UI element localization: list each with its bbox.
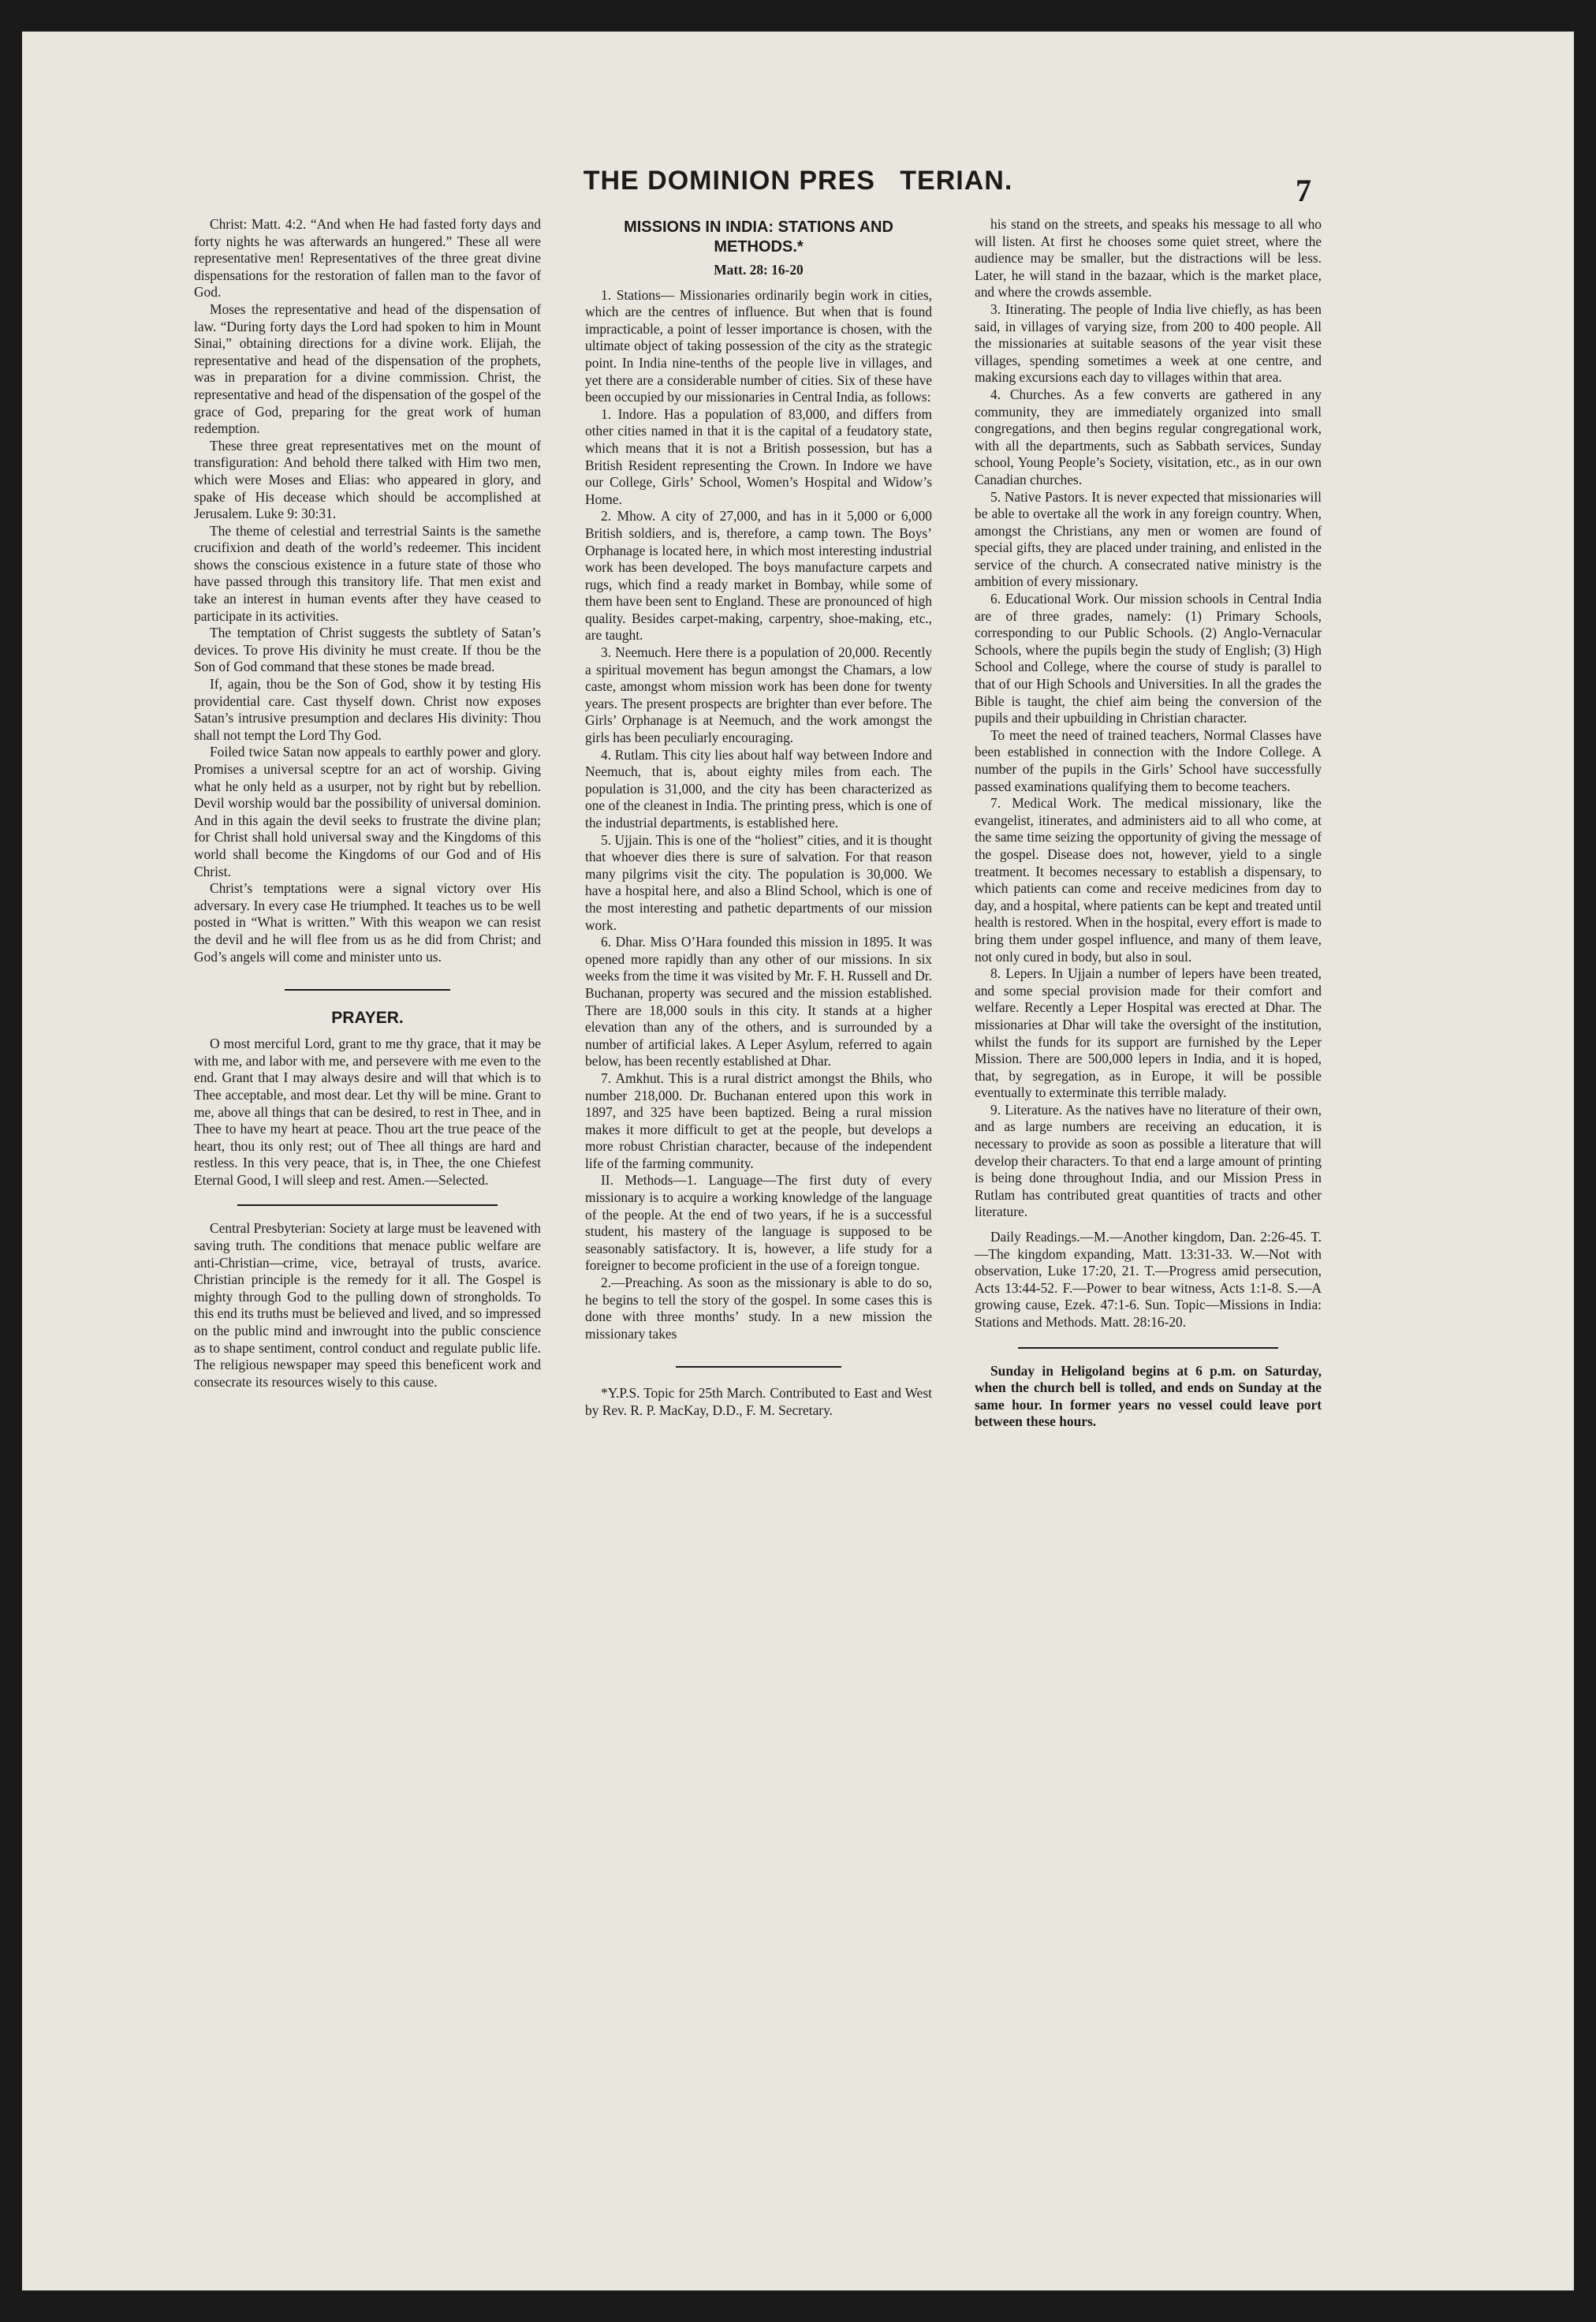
section-divider [237,1204,498,1206]
article-paragraph: 5. Native Pastors. It is never expected that missionaries will be able to overtake all the work in any foreign country. When, amongst the Christians, any men or women are found of special gifts, they are placed under training, and enlisted in the service of the church. A consecrated native ministry is the ambition of every missionary. [975,488,1322,590]
article-paragraph: 6. Educational Work. Our mission schools in Central India are of three grades, namely: (1) Primary Schools, corresponding to our Public Schools. (2) Anglo-Vernacular Schools, where the pupils begin the study of English; (3) High School and College, where the course of study is parallel to that of our High Schools and Universities. In all the grades the Bible is taught, the chief aim being the conversion of the pupils and their upbuilding in Christian character. [975,591,1322,726]
article-paragraph: II. Methods—1. Language—The first duty of every missionary is to acquire a working knowledge of the language of the people. At the end of two years, if he is a successful student, his mastery of the language is supposed to be seasonably satisfactory. It is, however, a life study for a foreigner to become proficient in the use of a foreign tongue. [585,1172,932,1274]
article-paragraph: These three great representatives met on the mount of transfiguration: And behold there talked with Him two men, which were Moses and Elias: who appeared in glory, and spake of His decease which should be accomplished at Jerusalem. Luke 9: 30:31. [194,437,541,522]
article-paragraph: 4. Rutlam. This city lies about half way between Indore and Neemuch, that is, about eighty miles from each. The population is 31,000, and the city has been characterized as one of the cleanest in India. The printing press, which is one of the industrial departments, is established here. [585,746,932,831]
article-paragraph: Moses the representative and head of the dispensation of law. “During forty days the Lord had spoken to him in Mount Sinai,” obtaining directions for a divine work. Elijah, the representative and head of the dispensation of the prophets, was in preparation for a divine commission. Christ, the representative and head of the dispensation of the gospel of the grace of God, preparing for the great work of human redemption. [194,301,541,437]
article-paragraph: Foiled twice Satan now appeals to earthly power and glory. Promises a universal sceptre for an act of worship. Giving what he only held as a usurper, not by right but by rebellion. Devil worship would bar the possibility of universal dominion. And in this again the devil seeks to frustrate the divine plan; for Christ shall hold universal sway and the Kingdoms of this world shall become the Kingdoms of our God and of His Christ. [194,744,541,879]
central-presbyterian-text: Central Presbyterian: Society at large must be leavened with saving truth. The conditions that menace public welfare are anti-Christian—crime, vice, betrayal of trusts, avarice. Christian principle is the remedy for it all. The Gospel is mighty through God to the pulling down of strongholds. To this end its truths must be believed and lived, and so impressed on the public mind and inwrought into the public conscience as to shape sentiment, control conduct and regulate public life. The religious newspaper may speed this beneficent work and consecrate its resources wisely to this cause. [194,1220,541,1390]
article-paragraph: The temptation of Christ suggests the subtlety of Satan’s devices. To prove His divinity he must create. If thou be the Son of God command that these stones be made bread. [194,625,541,675]
heligoland-note: Sunday in Heligoland begins at 6 p.m. on Saturday, when the church bell is tolled, and ends on Sunday at the same hour. In former years no vessel could leave port between these hours. [975,1362,1322,1430]
article-paragraph: Christ: Matt. 4:2. “And when He had fasted forty days and forty nights he was afterwards an hungered.” These all were representative men! Representatives of the three great divine dispensations for the restoration of fallen man to the favor of God. [194,216,541,301]
article-title: MISSIONS IN INDIA: STATIONS AND METHODS.* [624,218,893,256]
page-number: 7 [1296,173,1311,208]
article-paragraph: 7. Amkhut. This is a rural district amongst the Bhils, who number 218,000. Dr. Buchanan entered upon this work in 1897, and 325 have been baptized. Being a rural mission makes it more difficult to get at the people, but develops a more robust Christian character, because of the independent life of the farming community. [585,1070,932,1171]
article-paragraph: 2. Mhow. A city of 27,000, and has in it 5,000 or 6,000 British soldiers, and is, therefore, a camp town. The Boys’ Orphanage is located here, in which most interesting industrial work has been developed. The boys manufacture carpets and rugs, which find a ready market in Bombay, while some of them have been sent to England. These are pronounced of high quality. Besides carpet-making, carpentry, shoe-making, etc., are taught. [585,508,932,644]
article-footnote: *Y.P.S. Topic for 25th March. Contributed to East and West by Rev. R. P. MacKay, D.D., F. M. Secretary. [585,1385,932,1418]
newspaper-page [22,32,1574,2290]
section-divider [1018,1347,1278,1349]
column-middle [585,216,932,1420]
article-paragraph: 9. Literature. As the natives have no literature of their own, and as large numbers are receiving an education, it is necessary to provide as soon as possible a literature that will develop their characters. To that end a large amount of printing is being done throughout India, and our Mission Press in Rutlam has contributed great quantities of tracts and other literature. [975,1101,1322,1220]
masthead-title: THE DOMINION PRES TERIAN. [583,166,1013,196]
article-paragraph: To meet the need of trained teachers, Normal Classes have been established in connection with the Indore College. A number of the pupils in the Girls’ School have successfully passed examinations qualifying them to become teachers. [975,726,1322,794]
daily-readings: Daily Readings.—M.—Another kingdom, Dan. 2:26-45. T.—The kingdom expanding, Matt. 13:31-33. W.—Not with observation, Luke 17:20, 21. T.—Progress amid persecution, Acts 13:44-52. F.—Power to bear witness, Acts 1:1-8. S.—A growing cause, Ezek. 47:1-6. Sun. Topic—Missions in India: Stations and Methods. Matt. 28:16-20. [975,1229,1322,1330]
article-paragraph: If, again, thou be the Son of God, show it by testing His providential care. Cast thyself down. Christ now exposes Satan’s intrusive presumption and declares His divinity: Thou shall not tempt the Lord Thy God. [194,676,541,743]
article-paragraph: 4. Churches. As a few converts are gathered in any community, they are immediately organized into small congregations, and then begins regular congregational work, with all the departments, such as Sabbath services, Sunday school, Young People’s Society, visitation, etc., as in our own Canadian churches. [975,386,1322,487]
article-paragraph: Christ’s temptations were a signal victory over His adversary. In every case He triumphed. It teaches us to be well posted in “What is written.” With this weapon we can resist the devil and he will flee from us as he did from Christ; and God’s angels will come and minister unto us. [194,880,541,965]
article-paragraph: The theme of celestial and terrestrial Saints is the samethe crucifixion and death of the world’s redeemer. This incident shows the conscious existence in a future state of those who have passed through this transitory life. That men exist and take an interest in human events after they have ceased to participate in its activities. [194,522,541,624]
section-divider [285,989,450,991]
prayer-text: O most merciful Lord, grant to me thy grace, that it may be with me, and labor with me, and persevere with me even to the end. Grant that I may always desire and will that which is to Thee acceptable, and most dear. Let thy will be mine. Grant to me, above all things that can be desired, to rest in Thee, and in Thee to have my heart at peace. Thou art the true peace of the heart, thou its only rest; out of Thee all things are hard and restless. In this very peace, that is, in Thee, the one Chiefest Eternal Good, I will sleep and rest. Amen.—Selected. [194,1036,541,1188]
article-paragraph: 2.—Preaching. As soon as the missionary is able to do so, he begins to tell the story of the gospel. In some cases this is done with three months’ study. In a new mission the missionary takes [585,1275,932,1342]
section-divider [676,1366,841,1368]
article-paragraph: 1. Stations— Missionaries ordinarily begin work in cities, which are the centres of influence. But when that is found impracticable, a point of lesser importance is chosen, with the ultimate object of taking possession of the city as the strategic point. In India nine-tenths of the people live in villages, and yet there are a considerable number of cities. Six of these have been occupied by our missionaries in Central India, as follows: [585,286,932,405]
article-paragraph: his stand on the streets, and speaks his message to all who will listen. At first he chooses some quiet street, where the audience may be smaller, but the distractions will be less. Later, he will stand in the bazaar, which is the market place, and where the crowds assemble. [975,216,1322,301]
column-left [194,216,541,1391]
article-paragraph: 8. Lepers. In Ujjain a number of lepers have been treated, and some special provision made for their comfort and welfare. Recently a Leper Hospital was erected at Dhar. The missionaries at Dhar will take the oversight of the institution, whilst the funds for its support are furnished by the Leper Mission. There are 500,000 lepers in India, and it is hoped, that, by segregation, as in Europe, it will be possible eventually to exterminate this terrible malady. [975,965,1322,1101]
article-paragraph: 1. Indore. Has a population of 83,000, and differs from other cities named in that it is the capital of a feudatory state, which means that it is not a British possession, but has a British Resident representing the Crown. In Indore we have our College, Girls’ School, Women’s Hospital and Widow’s Home. [585,405,932,507]
column-right [975,216,1322,1431]
article-paragraph: 5. Ujjain. This is one of the “holiest” cities, and it is thought that whoever dies there is sure of salvation. For that reason many pilgrims visit the city. The population is 30,000. We have a hospital here, and also a Blind School, which is one of the most interesting and pathetic departments of our mission work. [585,831,932,933]
prayer-heading: PRAYER. [331,1009,404,1028]
article-paragraph: 3. Neemuch. Here there is a population of 20,000. Recently a spiritual movement has begun amongst the Chamars, a low caste, amongst whom mission work has been done for twenty years. The present prospects are brighter than ever before. The Girls’ Orphanage is at Neemuch, and the work amongst the girls has been peculiarly encouraging. [585,644,932,746]
scripture-reference: Matt. 28: 16-20 [714,262,804,278]
article-paragraph: 3. Itinerating. The people of India live chiefly, as has been said, in villages of varying size, from 200 to 400 people. All the missionaries at suitable seasons of the year visit these villages, spending sometimes a week at one centre, and making excursions each day to villages within that area. [975,301,1322,386]
article-paragraph: 6. Dhar. Miss O’Hara founded this mission in 1895. It was opened more rapidly than any other of our missions. In six weeks from the time it was visited by Mr. F. H. Russell and Dr. Buchanan, property was secured and the mission established. There are 18,000 souls in this city. It stands at a higher elevation than any of the others, and is surrounded by a number of artificial lakes. A Leper Asylum, referred to again below, has been recently established at Dhar. [585,934,932,1070]
article-paragraph: 7. Medical Work. The medical missionary, like the evangelist, itinerates, and administers aid to all who come, at the same time seizing the opportunity of giving the message of the gospel. Disease does not, however, yield to a single treatment. It becomes necessary to establish a dispensary, to which patients can come and receive medicines from day to day, and a hospital, where patients can be kept and treated until health is restored. When in the hospital, every effort is made to bring them under gospel influence, and many of them leave, not only cured in body, but also in soul. [975,795,1322,965]
